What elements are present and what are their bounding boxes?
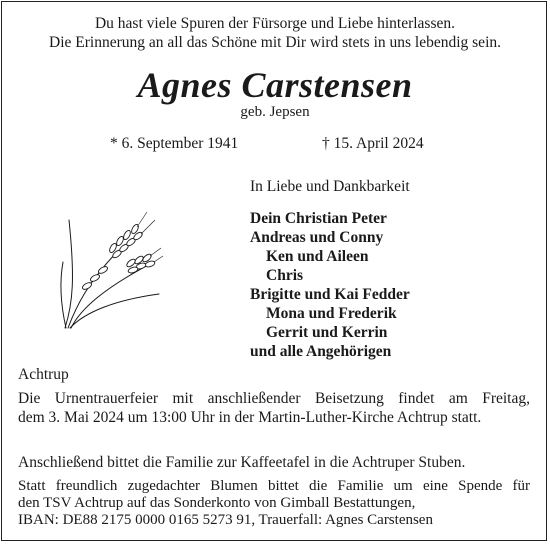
mourners-intro: In Liebe und Dankbarkeit [250, 178, 410, 195]
reception-info: Anschließend bittet die Familie zur Kaffeetafel in die Achtruper Stuben. [18, 454, 466, 471]
wheat-ears-icon [55, 208, 165, 330]
mourner-line: Chris [266, 267, 304, 284]
service-line-1: Die Urnentrauerfeier mit anschließender Beisetzung findet am Freitag, [18, 390, 530, 407]
mourners-list [250, 209, 410, 361]
mourner-line: Ken und Aileen [266, 248, 369, 265]
service-info [18, 389, 530, 427]
death-date: † 15. April 2024 [322, 135, 424, 152]
mourner-line: Andreas und Conny [250, 229, 384, 246]
mourner-line: Gerrit und Kerrin [266, 324, 388, 341]
deceased-name: Agnes Carstensen [137, 65, 413, 105]
donation-line-1: Statt freundlich zugedachter Blumen bittet die Familie um eine Spende für [18, 478, 530, 494]
place-name: Achtrup [18, 366, 69, 383]
donation-info [18, 478, 530, 529]
mourner-line: Dein Christian Peter [250, 210, 387, 227]
verse-line-2: Die Erinnerung an all das Schöne mit Dir wird stets in uns lebendig sein. [49, 34, 501, 51]
memorial-verse [0, 14, 550, 52]
donation-line-2: den TSV Achtrup auf das Sonderkonto von Gimball Bestattungen, [18, 495, 416, 511]
birth-name: geb. Jepsen [240, 104, 310, 120]
donation-line-3: IBAN: DE88 2175 0000 0165 5273 91, Trauerfall: Agnes Carstensen [18, 512, 433, 528]
verse-line-1: Du hast viele Spuren der Fürsorge und Liebe hinterlassen. [94, 15, 455, 32]
mourner-line: Brigitte und Kai Fedder [250, 286, 410, 303]
mourner-line: Mona und Frederik [266, 305, 397, 322]
mourner-line: und alle Angehörigen [250, 343, 392, 360]
birth-date: * 6. September 1941 [110, 135, 239, 152]
service-line-2: dem 3. Mai 2024 um 13:00 Uhr in der Martin-Luther-Kirche Achtrup statt. [18, 409, 482, 426]
